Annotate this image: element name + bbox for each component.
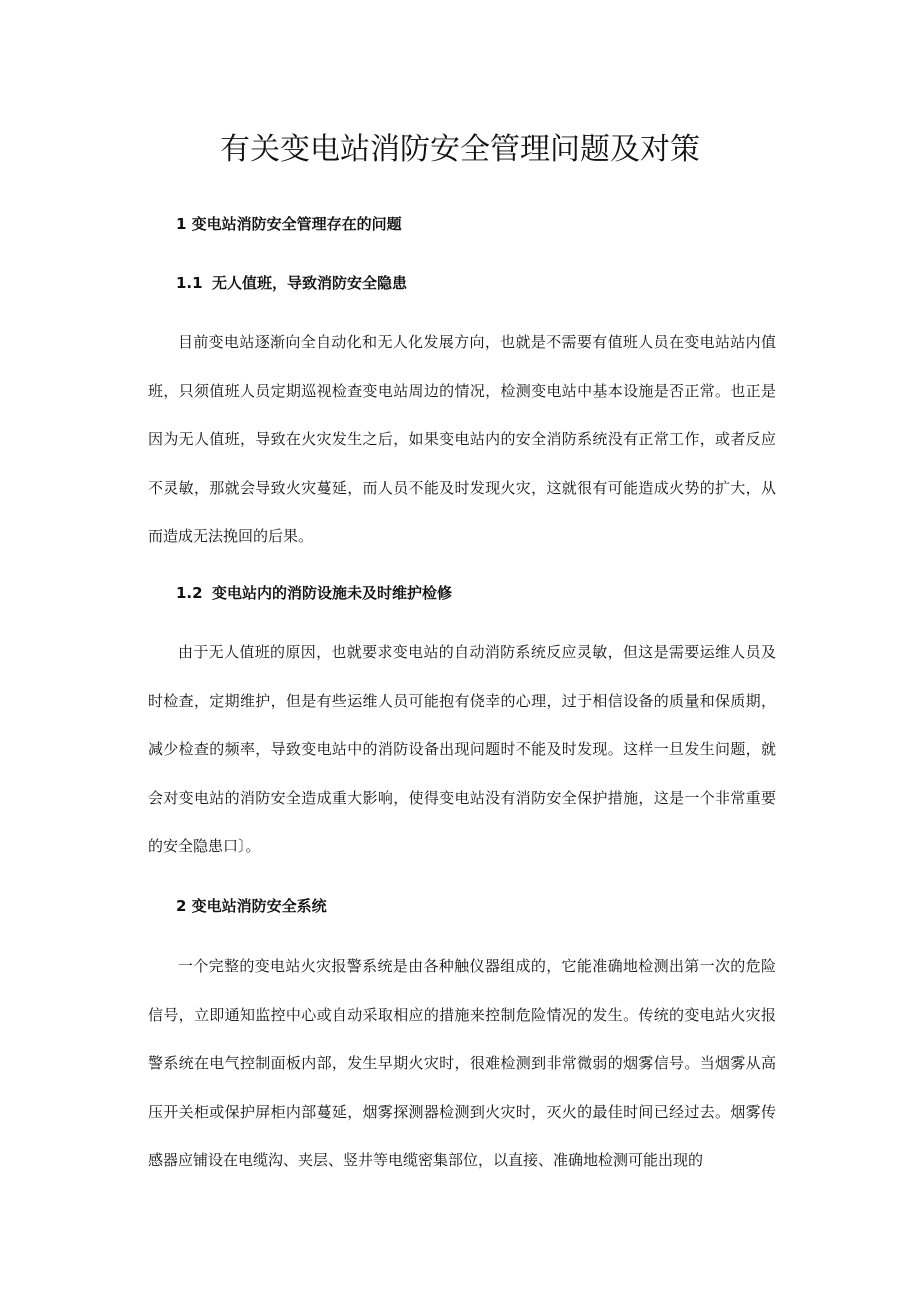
paragraph-2: 一个完整的变电站火灾报警系统是由各种触仪器组成的，它能准确地检测出第一次的危险信号，立即通知监控中心或自动采取相应的措施来控制危险情况的发生。传统的变电站火灾报警系统在电气控制面板内部，发生早期火灾时，很难检测到非常微弱的烟雾信号。当烟雾从高压开关柜或保护屏柜内部蔓延，烟雾探测器检测到火灾时，灭火的最佳时间已经过去。烟雾传感器应铺设在电缆沟、夹层、竖井等电缆密集部位，以直接、准确地检测可能出现的: [148, 957, 776, 1169]
subsection-1-1-number: 1.1: [176, 274, 203, 292]
section-2-heading: 2 变电站消防安全系统: [176, 897, 327, 915]
subsection-1-1-heading: [176, 272, 407, 294]
document-title: 有关变电站消防安全管理问题及对策: [220, 132, 700, 167]
paragraph-1-1: 目前变电站逐渐向全自动化和无人化发展方向，也就是不需要有值班人员在变电站站内值班，只须值班人员定期巡视检查变电站周边的情况，检测变电站中基本设施是否正常。也正是因为无人值班，导致在火灾发生之后，如果变电站内的安全消防系统没有正常工作，或者反应不灵敏，那就会导致火灾蔓延，而人员不能及时发现火灾，这就很有可能造成火势的扩大，从而造成无法挽回的后果。: [148, 333, 776, 545]
paragraph-1-2: 由于无人值班的原因，也就要求变电站的自动消防系统反应灵敏，但这是需要运维人员及时检查，定期维护，但是有些运维人员可能抱有侥幸的心理，过于相信设备的质量和保质期，减少检查的频率，导致变电站中的消防设备出现问题时不能及时发现。这样一旦发生问题，就会对变电站的消防安全造成重大影响，使得变电站没有消防安全保护措施，这是一个非常重要的安全隐患口〕。: [148, 643, 776, 855]
subsection-1-2-heading: [176, 582, 452, 604]
section-1-heading: 1 变电站消防安全管理存在的问题: [176, 215, 402, 233]
subsection-1-1-title: 无人值班，导致消防安全隐患: [212, 274, 408, 292]
subsection-1-2-number: 1.2: [176, 584, 203, 602]
subsection-1-2-title: 变电站内的消防设施未及时维护检修: [212, 584, 453, 602]
